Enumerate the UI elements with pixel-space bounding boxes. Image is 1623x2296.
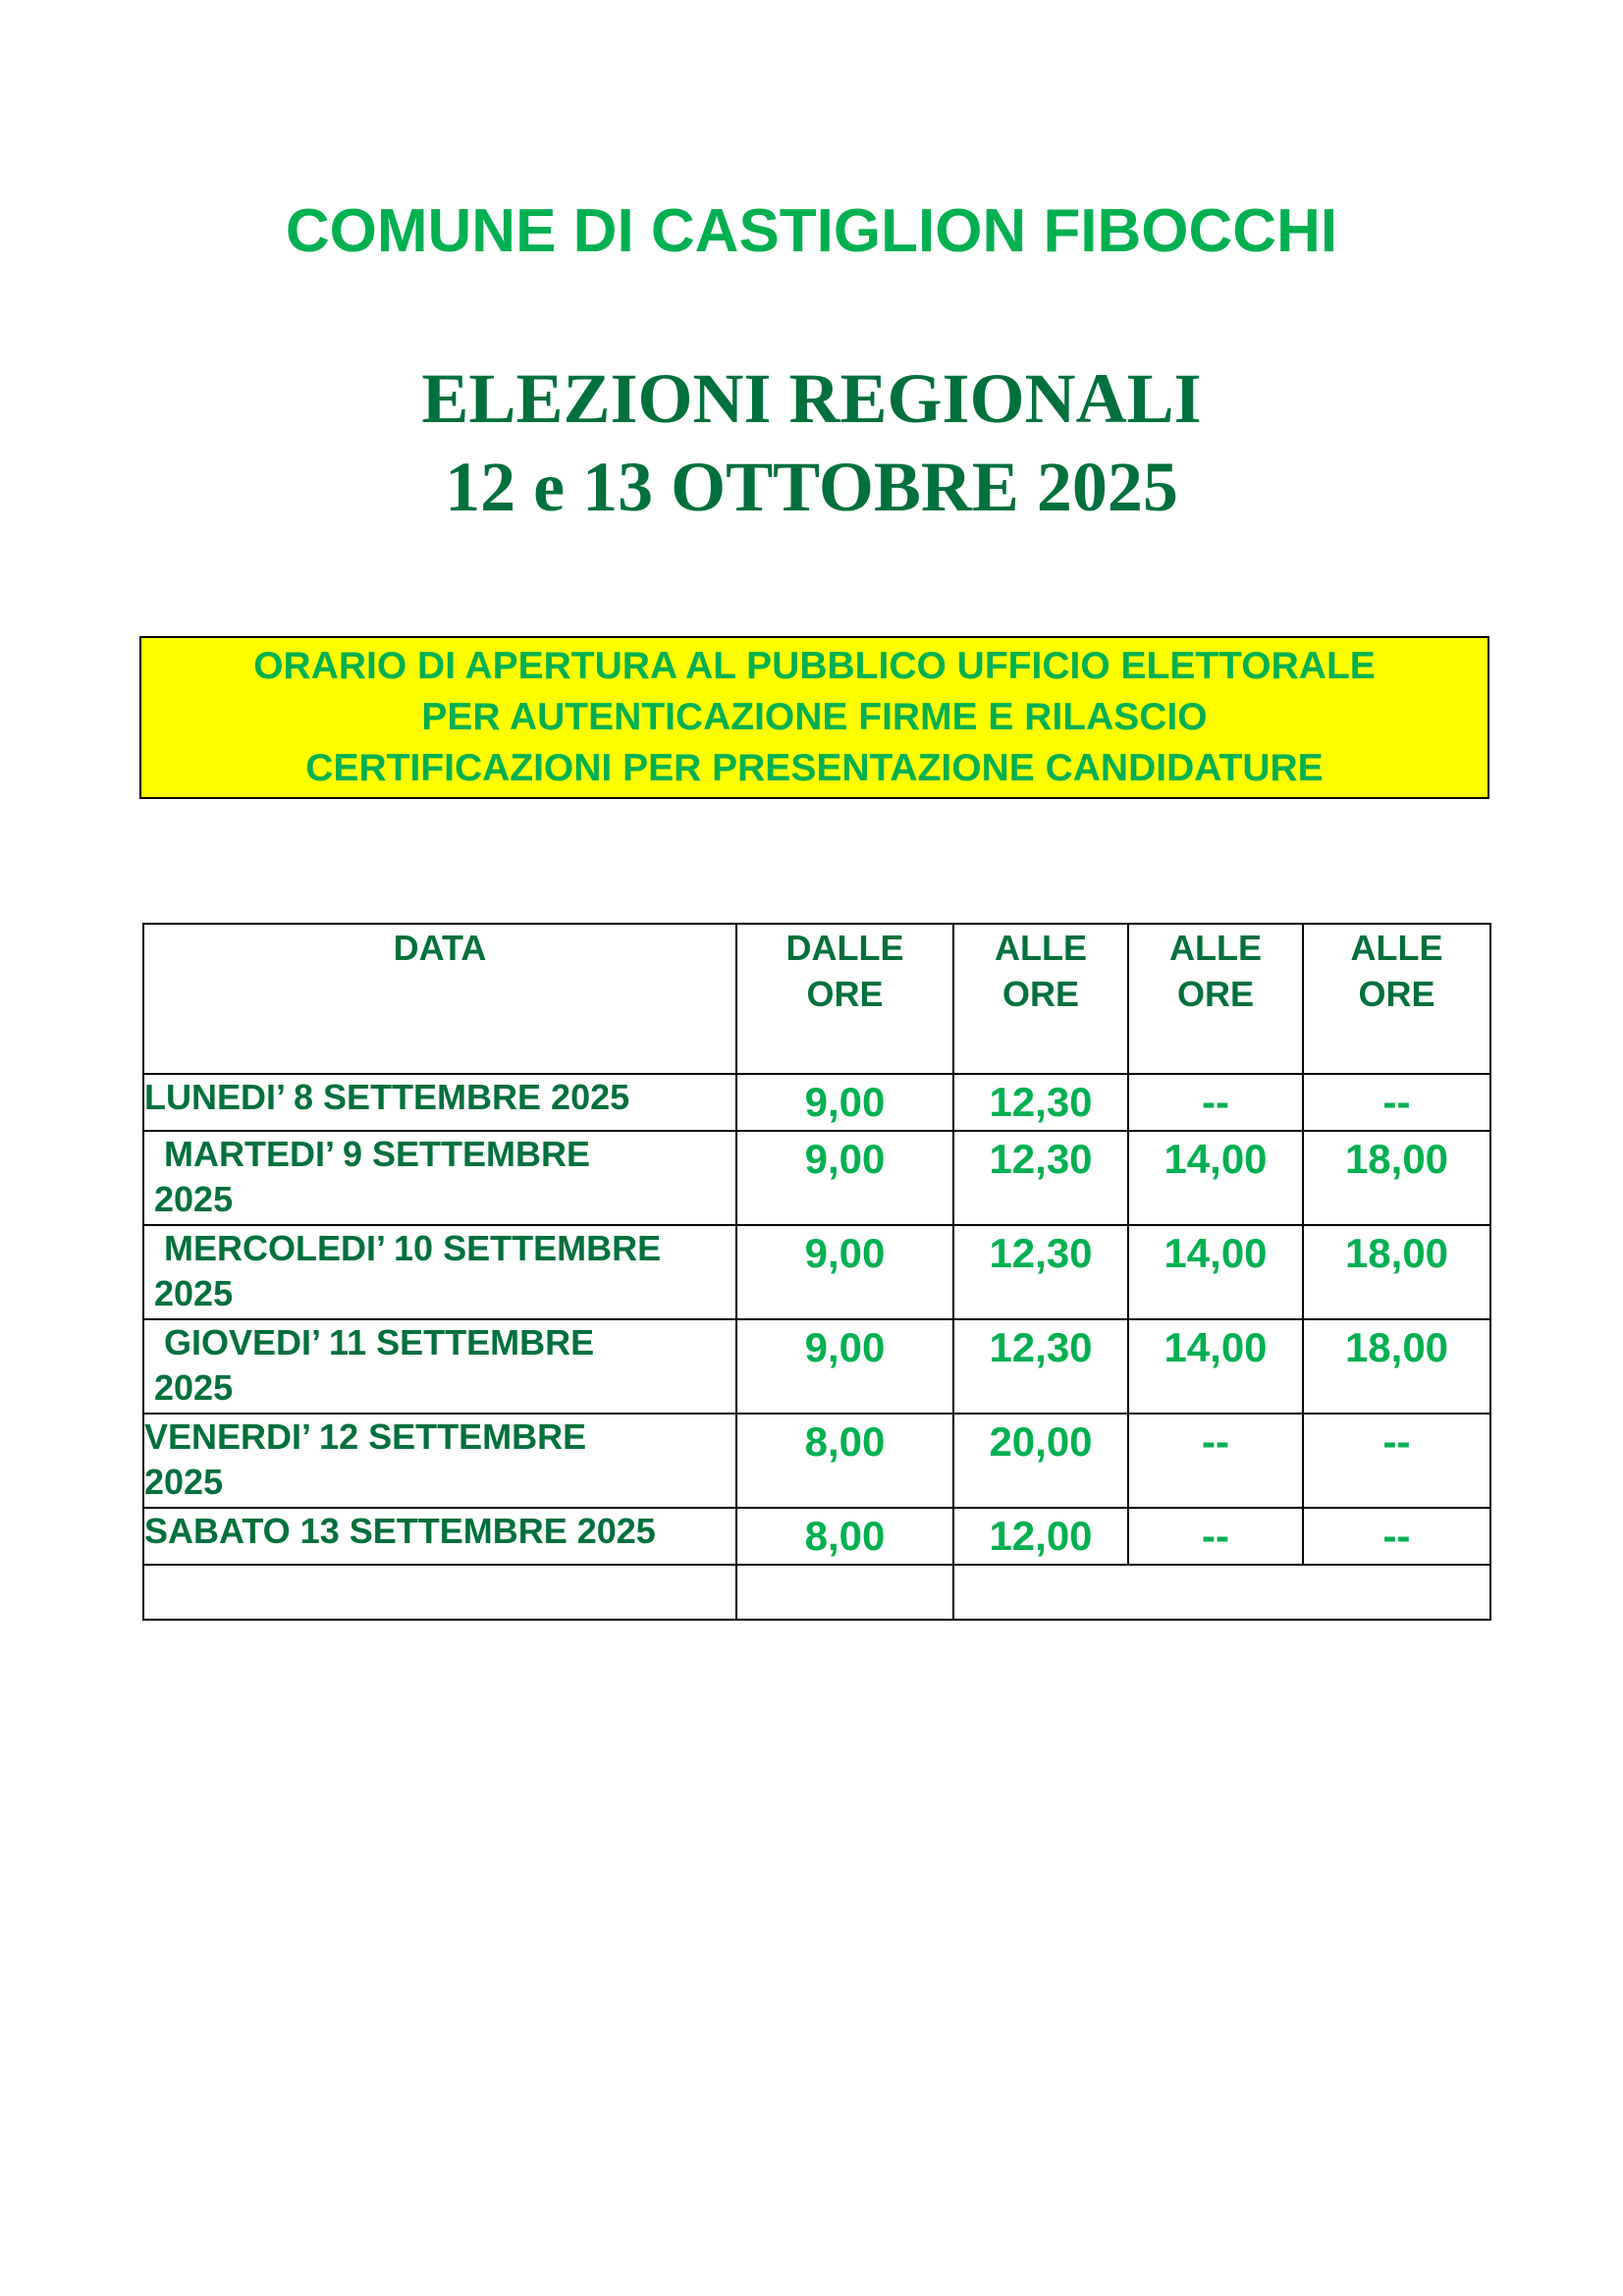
table-row: [143, 1508, 1490, 1565]
row-date-year: 2025: [154, 1367, 234, 1408]
table-header-row: [143, 924, 1490, 1074]
municipality-title: COMUNE DI CASTIGLION FIBOCCHI: [285, 197, 1338, 265]
table-row: [143, 1225, 1490, 1319]
election-date: 12 e 13 OTTOBRE 2025: [445, 448, 1178, 526]
row-to-2: --: [1303, 1508, 1490, 1565]
row-from-2: 14,00: [1128, 1225, 1303, 1319]
empty-cell: [736, 1565, 953, 1620]
election-title: ELEZIONI REGIONALI: [421, 359, 1202, 438]
header-from-line2: ORE: [806, 974, 884, 1014]
table-empty-row: [143, 1565, 1490, 1620]
header-to-line1: ALLE: [995, 928, 1087, 968]
row-from: 9,00: [736, 1319, 953, 1414]
row-from: 9,00: [736, 1225, 953, 1319]
empty-cell-merged: [953, 1565, 1490, 1620]
header-to-3-line2: ORE: [1358, 974, 1435, 1014]
header-date-label: DATA: [393, 928, 487, 968]
table-row: [143, 1131, 1490, 1225]
header-to-2-line1: ALLE: [1169, 928, 1262, 968]
row-to-2: 18,00: [1303, 1319, 1490, 1414]
banner-line-3: CERTIFICAZIONI PER PRESENTAZIONE CANDIDATURE: [305, 747, 1324, 789]
banner-line-1: ORARIO DI APERTURA AL PUBBLICO UFFICIO ELETTORALE: [253, 645, 1376, 687]
row-date-year: 2025: [154, 1273, 234, 1313]
table-row: [143, 1074, 1490, 1131]
header-date: [143, 924, 736, 1074]
row-to-2: 18,00: [1303, 1131, 1490, 1225]
header-to-3: [1303, 924, 1490, 1074]
row-from: 9,00: [736, 1131, 953, 1225]
row-date: [143, 1319, 736, 1414]
table-row: [143, 1319, 1490, 1414]
schedule-table: [142, 923, 1491, 1621]
row-to-2: 18,00: [1303, 1225, 1490, 1319]
row-from-2: --: [1128, 1508, 1303, 1565]
row-to-2: --: [1303, 1414, 1490, 1508]
header-to-line2: ORE: [1001, 974, 1079, 1014]
row-date-year: 2025: [144, 1462, 224, 1502]
row-date-text: MERCOLEDI’ 10 SETTEMBRE: [164, 1228, 662, 1268]
row-date-text: SABATO 13 SETTEMBRE 2025: [144, 1511, 656, 1551]
row-date: [143, 1508, 736, 1565]
header-from-line1: DALLE: [785, 928, 904, 968]
row-date-text: LUNEDI’ 8 SETTEMBRE 2025: [144, 1077, 630, 1117]
row-from: 8,00: [736, 1508, 953, 1565]
row-from-2: 14,00: [1128, 1319, 1303, 1414]
row-from-2: 14,00: [1128, 1131, 1303, 1225]
row-date: [143, 1131, 736, 1225]
row-date: [143, 1414, 736, 1508]
opening-hours-banner: [139, 636, 1489, 799]
row-from-2: --: [1128, 1074, 1303, 1131]
header-to-2-line2: ORE: [1176, 974, 1254, 1014]
row-date-text: MARTEDI’ 9 SETTEMBRE: [164, 1134, 591, 1174]
empty-cell: [143, 1565, 736, 1620]
row-to: 12,00: [953, 1508, 1128, 1565]
banner-line-2: PER AUTENTICAZIONE FIRME E RILASCIO: [421, 696, 1208, 738]
row-date-text: GIOVEDI’ 11 SETTEMBRE: [164, 1322, 595, 1362]
row-to: 12,30: [953, 1131, 1128, 1225]
table-row: [143, 1414, 1490, 1508]
header-to-3-line1: ALLE: [1350, 928, 1443, 968]
row-date-text: VENERDI’ 12 SETTEMBRE: [144, 1416, 587, 1457]
header-to-2: [1128, 924, 1303, 1074]
row-to: 12,30: [953, 1225, 1128, 1319]
row-from: 8,00: [736, 1414, 953, 1508]
row-from-2: --: [1128, 1414, 1303, 1508]
row-to: 12,30: [953, 1074, 1128, 1131]
row-to-2: --: [1303, 1074, 1490, 1131]
header-from: [736, 924, 953, 1074]
row-date-year: 2025: [154, 1179, 234, 1219]
row-from: 9,00: [736, 1074, 953, 1131]
row-to: 20,00: [953, 1414, 1128, 1508]
row-date: [143, 1225, 736, 1319]
row-to: 12,30: [953, 1319, 1128, 1414]
row-date: [143, 1074, 736, 1131]
header-to: [953, 924, 1128, 1074]
